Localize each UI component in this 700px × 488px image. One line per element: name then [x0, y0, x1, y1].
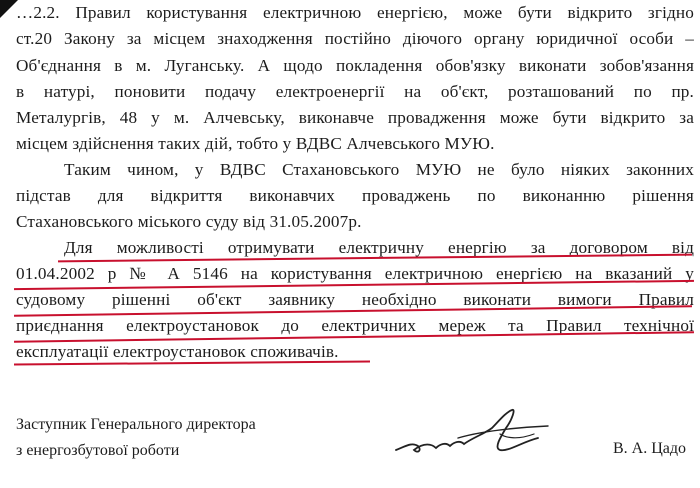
paragraph-line-1: …2.2. Правил користування електричною енергією, може бути відкрито згідно: [16, 3, 694, 22]
paragraph2-line-2: підстав для відкриття виконавчих проваджень по виконанню рішення: [16, 186, 694, 205]
paragraph3-line-4: приєднання електроустановок до електричних мереж та Правил технічної: [16, 316, 694, 335]
signatory-name: В. А. Цадо: [612, 440, 686, 457]
paragraph3-line-5: експлуатації електроустановок споживачів.: [16, 342, 339, 361]
paragraph-line-4: в натурі, поновити подачу електроенергії на об'єкт, розташований по пр.: [16, 82, 694, 101]
paragraph2-line-1: Таким чином, у ВДВС Стахановського МУЮ не було ніяких законних: [64, 160, 694, 179]
paragraph-line-2: ст.20 Закону за місцем знаходження постійно діючого органу юридичної особи –: [16, 29, 694, 48]
signatory-title: [16, 412, 256, 464]
signatory-title-line2: з енергозбутової роботи: [16, 442, 180, 459]
paragraph3-line-1: Для можливості отримувати електричну енергію за договором від: [64, 238, 694, 257]
handwritten-signature: [388, 398, 558, 468]
paragraph3-line-3: судовому рішенні об'єкт заявнику необхідно виконати вимоги Правил: [16, 290, 694, 309]
signatory-title-line1: Заступник Генерального директора: [16, 416, 256, 433]
paragraph2-line-3: Стахановського міського суду від 31.05.2007р.: [16, 212, 362, 231]
paragraph-line-6: місцем здійснення таких дій, тобто у ВДВС Алчевського МУЮ.: [16, 134, 495, 153]
paragraph-line-5: Металургів, 48 у м. Алчевську, виконавче провадження може бути відкрито за: [16, 108, 694, 127]
paragraph3-line-2: 01.04.2002 р № А 5146 на користування електричною енергією на вказаний у: [16, 264, 694, 283]
paragraph-line-3: Об'єднання в м. Луганську. А щодо покладення обов'язку виконати зобов'язання: [16, 56, 694, 75]
